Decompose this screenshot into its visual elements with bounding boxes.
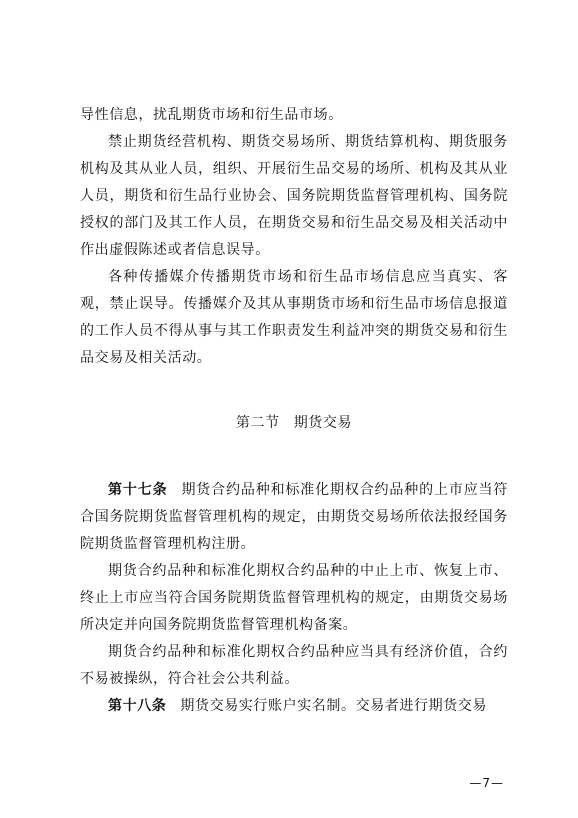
paragraph-continuation: 导性信息，扰乱期货市场和衍生品市场。 [80,107,343,123]
article-17-label: 第十七条 [108,482,168,498]
article-18-label: 第十八条 [108,698,167,714]
article-18 [80,693,508,720]
section-number: 第二节 [235,415,280,431]
paragraph-media-obligation: 各种传播媒介传播期货市场和衍生品市场信息应当真实、客观，禁止误导。传播媒介及其从事期货市场和衍生品市场信息报道的工作人员不得从事与其工作职责发生利益冲突的期货交易和衍生品交易及相关活动。 [80,269,508,366]
paragraph-false-statement-prohibition: 禁止期货经营机构、期货交易场所、期货结算机构、期货服务机构及其从业人员，组织、开展衍生品交易的场所、机构及其从业人员，期货和衍生品行业协会、国务院期货监督管理机构、国务院授权的部门及其工作人员，在期货交易和衍生品交易及相关活动中作出虚假陈述或者信息误导。 [80,134,508,258]
section-heading [80,410,508,437]
article-17 [80,477,508,558]
article-18-text: 期货交易实行账户实名制。交易者进行期货交易 [180,698,488,714]
document-page [80,102,508,720]
paragraph-listing-suspension: 期货合约品种和标准化期权合约品种的中止上市、恢复上市、终止上市应当符合国务院期货监督管理机构的规定，由期货交易场所决定并向国务院期货监督管理机构备案。 [80,563,508,633]
page-number: —7— [469,776,504,790]
article-17-text: 期货合约品种和标准化期权合约品种的上市应当符合国务院期货监督管理机构的规定，由期货交易场所依法报经国务院期货监督管理机构注册。 [80,482,509,552]
section-title: 期货交易 [293,415,353,431]
paragraph-economic-value: 期货合约品种和标准化期权合约品种应当具有经济价值，合约不易被操纵，符合社会公共利益。 [80,644,508,687]
